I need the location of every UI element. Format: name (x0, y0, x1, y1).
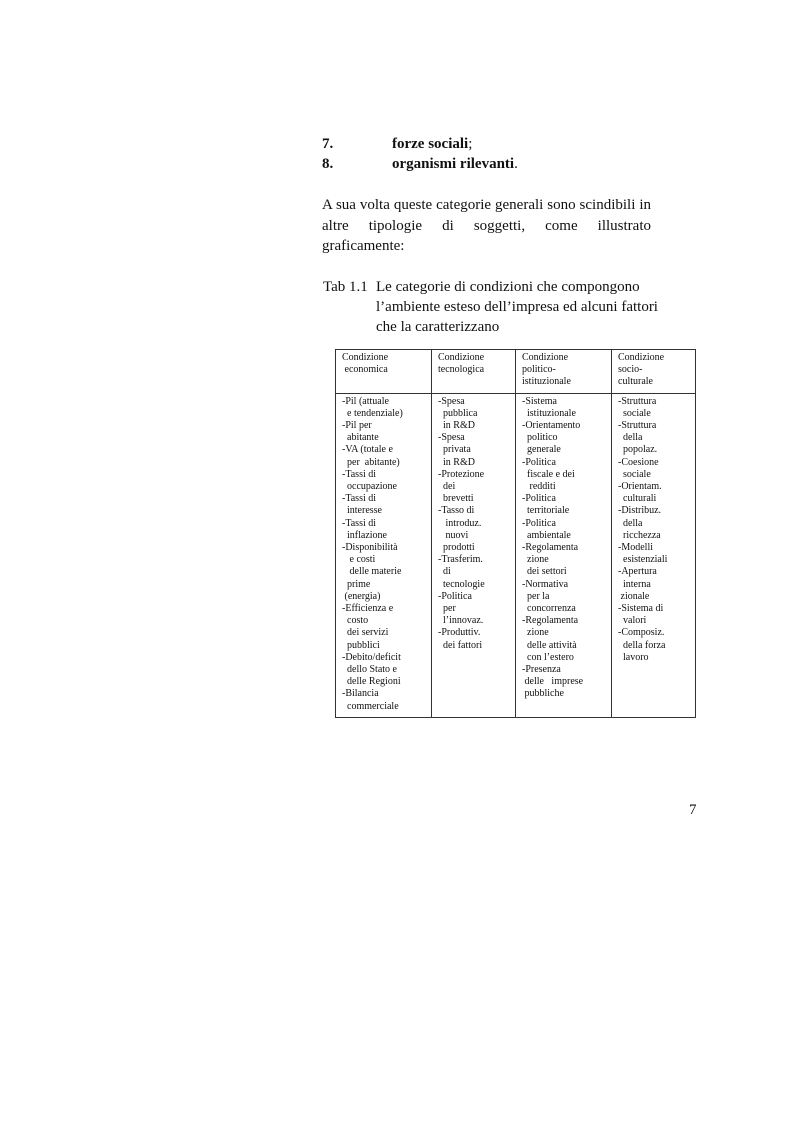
factor-line: -Disponibilità (342, 542, 398, 554)
factor-line: -Normativa (522, 578, 569, 590)
factor-line: e costi (342, 554, 376, 566)
factor-line: dei (438, 481, 456, 493)
factor-line: della forza (618, 639, 666, 651)
column-economic (336, 393, 432, 717)
list-number: 8. (322, 156, 334, 172)
conditions-table (335, 349, 696, 718)
header-line: culturale (618, 376, 653, 388)
list-number: 7. (322, 136, 334, 152)
factor-line: sociale (618, 407, 651, 419)
factor-line: generale (522, 444, 561, 456)
factor-line: -Regolamenta (522, 542, 579, 554)
factor-line: lavoro (618, 651, 649, 663)
factor-line: interna (618, 578, 651, 590)
factor-line: prime (342, 578, 371, 590)
header-line: politico- (522, 364, 556, 376)
factor-line: -Sistema (522, 395, 557, 407)
table-caption-label: Tab 1.1 (323, 279, 368, 295)
factor-line: in R&D (438, 420, 475, 432)
factor-line: -Trasferim. (438, 554, 483, 566)
factor-line: per abitante) (342, 456, 400, 468)
factor-line: -Protezione (438, 468, 485, 480)
column-socio-cultural (612, 393, 696, 717)
factor-line: -Presenza (522, 664, 561, 676)
factor-line: pubblica (438, 407, 478, 419)
factor-line: -Spesa (438, 395, 465, 407)
column-political-institutional (516, 393, 612, 717)
factor-line: l’innovaz. (438, 615, 484, 627)
column-technological (432, 393, 516, 717)
header-economic (336, 350, 432, 394)
factor-line: delle materie (342, 566, 402, 578)
table-row (336, 393, 696, 717)
factor-line: prodotti (438, 542, 475, 554)
factor-line: per la (522, 590, 550, 602)
factor-line: -Politica (522, 517, 556, 529)
factor-line: concorrenza (522, 603, 576, 615)
table-caption-text (376, 277, 686, 337)
factor-line: inflazione (342, 529, 387, 541)
list-text: organismi rilevanti. (392, 156, 518, 172)
header-line: Condizione (522, 352, 569, 363)
factor-line: redditi (522, 481, 556, 493)
factor-line: -VA (totale e (342, 444, 393, 456)
factor-line: -Sistema di (618, 603, 664, 615)
list-text: forze sociali; (392, 136, 473, 152)
factor-line: della (618, 517, 643, 529)
factor-line: per (438, 603, 456, 615)
factor-line: pubblici (342, 639, 380, 651)
factor-line: -Coesione (618, 456, 659, 468)
factor-line: -Modelli (618, 542, 653, 554)
factor-line: -Pil per (342, 420, 372, 432)
factor-line: politico (522, 432, 558, 444)
header-line: Condizione (618, 352, 665, 363)
factor-line: -Struttura (618, 395, 657, 407)
header-socio-cultural (612, 350, 696, 394)
header-line: economica (342, 364, 388, 376)
factor-line: -Produttiv. (438, 627, 481, 639)
factor-line: -Struttura (618, 420, 657, 432)
factor-line: esistenziali (618, 554, 668, 566)
factor-line: -Pil (attuale (342, 395, 389, 407)
factor-line: -Politica (522, 456, 556, 468)
body-paragraph: A sua volta queste categorie generali sono scindibili in altre tipologie di soggetti, come illustrato graficamente: (322, 197, 651, 254)
factor-line: -Tassi di (342, 468, 377, 480)
factor-line: culturali (618, 493, 657, 505)
factor-line: fiscale e dei (522, 468, 575, 480)
header-technological (432, 350, 516, 394)
factor-line: -Tassi di (342, 517, 377, 529)
factor-line: occupazione (342, 481, 397, 493)
caption-line: che la caratterizzano (376, 319, 500, 335)
factor-line: -Composiz. (618, 627, 665, 639)
factor-line: delle imprese (522, 676, 584, 688)
caption-line: l’ambiente esteso dell’impresa ed alcuni fattori (376, 299, 658, 315)
factor-line: territoriale (522, 505, 570, 517)
factor-line: -Politica (438, 590, 472, 602)
factor-line: tecnologie (438, 578, 485, 590)
factor-line: ambientale (522, 529, 571, 541)
header-line: Condizione (438, 352, 485, 363)
factor-line: dei servizi (342, 627, 389, 639)
factor-line: della (618, 432, 643, 444)
factor-line: e tendenziale) (342, 407, 403, 419)
header-political-institutional (516, 350, 612, 394)
header-line: Condizione (342, 352, 389, 363)
factor-line: brevetti (438, 493, 474, 505)
factor-line: privata (438, 444, 471, 456)
factor-line: valori (618, 615, 647, 627)
caption-line: Le categorie di condizioni che compongono (376, 279, 640, 295)
header-line: tecnologica (438, 364, 485, 376)
factor-line: pubbliche (522, 688, 564, 700)
factor-line: dei settori (522, 566, 567, 578)
factor-line: delle Regioni (342, 676, 401, 688)
factor-line: istituzionale (522, 407, 576, 419)
factor-line: -Tassi di (342, 493, 377, 505)
factor-line: -Regolamenta (522, 615, 579, 627)
factor-line: zione (522, 554, 549, 566)
factor-line: -Tasso di (438, 505, 475, 517)
factor-line: -Orientamento (522, 420, 581, 432)
factor-line: dei fattori (438, 639, 483, 651)
factor-line: -Debito/deficit (342, 651, 401, 663)
factor-line: -Apertura (618, 566, 657, 578)
factor-line: di (438, 566, 451, 578)
factor-line: abitante (342, 432, 379, 444)
page-number: 7 (689, 802, 697, 818)
factor-line: -Politica (522, 493, 556, 505)
factor-line: costo (342, 615, 369, 627)
factor-line: popolaz. (618, 444, 658, 456)
factor-line: nuovi (438, 529, 469, 541)
header-line: istituzionale (522, 376, 571, 388)
factor-line: sociale (618, 468, 651, 480)
factor-line: interesse (342, 505, 382, 517)
factor-line: delle attività (522, 639, 577, 651)
factor-line: -Orientam. (618, 481, 662, 493)
factor-line: con l’estero (522, 651, 574, 663)
table-header-row (336, 350, 696, 394)
factor-line: zionale (618, 590, 650, 602)
factor-line: -Spesa (438, 432, 465, 444)
factor-line: dello Stato e (342, 664, 397, 676)
factor-line: zione (522, 627, 549, 639)
factor-line: -Bilancia (342, 688, 379, 700)
factor-line: in R&D (438, 456, 475, 468)
factor-line: ricchezza (618, 529, 661, 541)
factor-line: -Distribuz. (618, 505, 662, 517)
factor-line: (energia) (342, 590, 381, 602)
factor-line: commerciale (342, 700, 399, 712)
header-line: socio- (618, 364, 643, 376)
factor-line: introduz. (438, 517, 482, 529)
factor-line: -Efficienza e (342, 603, 394, 615)
